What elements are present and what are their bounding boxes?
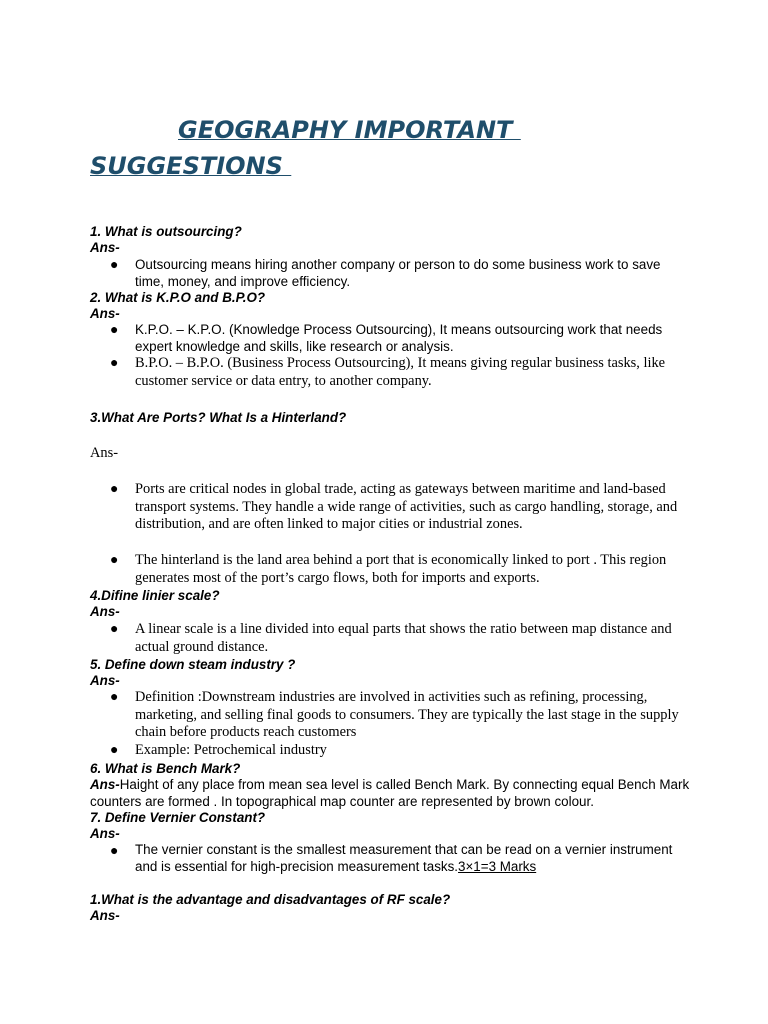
question-3: 3.What Are Ports? What Is a Hinterland? — [90, 410, 347, 425]
question-5: 5. Define down steam industry ? — [90, 657, 296, 672]
bullet-dot: ● — [110, 842, 119, 858]
bullet-dot: ● — [110, 482, 119, 497]
answer-label-3: Ans- — [90, 445, 118, 461]
question-6: 6. What is Bench Mark? — [90, 761, 241, 776]
question-7: 7. Define Vernier Constant? — [90, 810, 266, 825]
q6-answer-text: Haight of any place from mean sea level is called Bench Mark. By connecting equal Bench Mark counters are formed . In topographical map counter are represented by brown colour. — [90, 777, 690, 809]
answer-label-4: Ans- — [90, 604, 120, 619]
q2-bullet-2: B.P.O. – B.P.O. (Business Process Outsourcing), It means giving regular business tasks, like customer service or data entry, to another company. — [135, 355, 666, 389]
q7-bullet-text: The vernier constant is the smallest measurement that can be read on a vernier instrument and is essential for high-precision measurement tasks. — [135, 842, 673, 874]
q2-bullet-1: K.P.O. – K.P.O. (Knowledge Process Outsourcing), It means outsourcing work that needs expert knowledge and skills, like research or analysis. — [135, 322, 663, 354]
answer-label-2: Ans- — [90, 306, 120, 321]
q6-answer — [90, 777, 690, 810]
answer-label-6: Ans- — [90, 777, 120, 792]
q4-bullet-1: A linear scale is a line divided into equal parts that shows the ratio between map distance and actual ground distance. — [135, 621, 672, 655]
q3-bullet-1: Ports are critical nodes in global trade, acting as gateways between maritime and land-based transport systems. They handle a wide range of activities, such as cargo handling, storage, and distribution, and are often linked to major cities or industrial zones. — [135, 481, 678, 533]
question-1: 1. What is outsourcing? — [90, 224, 242, 239]
title-line-2: SUGGESTIONS — [90, 152, 292, 180]
title-line-1: GEOGRAPHY IMPORTANT — [178, 116, 521, 144]
bullet-dot: ● — [110, 690, 119, 705]
q1-bullet-1: Outsourcing means hiring another company or person to do some business work to save time, money, and improve efficiency. — [135, 257, 661, 289]
bullet-dot: ● — [110, 553, 119, 568]
answer-label-5: Ans- — [90, 673, 120, 688]
q7-bullet-1 — [135, 842, 680, 875]
bullet-dot: ● — [110, 743, 119, 758]
answer-label-7: Ans- — [90, 826, 120, 841]
question-8: 1.What is the advantage and disadvantages of RF scale? — [90, 892, 451, 907]
q5-bullet-1: Definition :Downstream industries are involved in activities such as refining, processing, marketing, and selling final goods to consumers. They are typically the last stage in the supply chain before products reach customers — [135, 689, 679, 741]
bullet-dot: ● — [110, 356, 119, 371]
question-4: 4.Difine linier scale? — [90, 588, 220, 603]
bullet-dot: ● — [110, 256, 119, 272]
bullet-dot: ● — [110, 321, 119, 337]
bullet-dot: ● — [110, 622, 119, 637]
q3-bullet-2: The hinterland is the land area behind a port that is economically linked to port . This region generates most of the port’s cargo flows, both for imports and exports. — [135, 552, 667, 586]
answer-label-1: Ans- — [90, 240, 120, 255]
marks-label: 3×1=3 Marks — [458, 858, 537, 874]
question-2: 2. What is K.P.O and B.P.O? — [90, 290, 266, 305]
page-title — [90, 112, 690, 184]
q5-bullet-2: Example: Petrochemical industry — [135, 742, 327, 758]
answer-label-8: Ans- — [90, 908, 120, 923]
